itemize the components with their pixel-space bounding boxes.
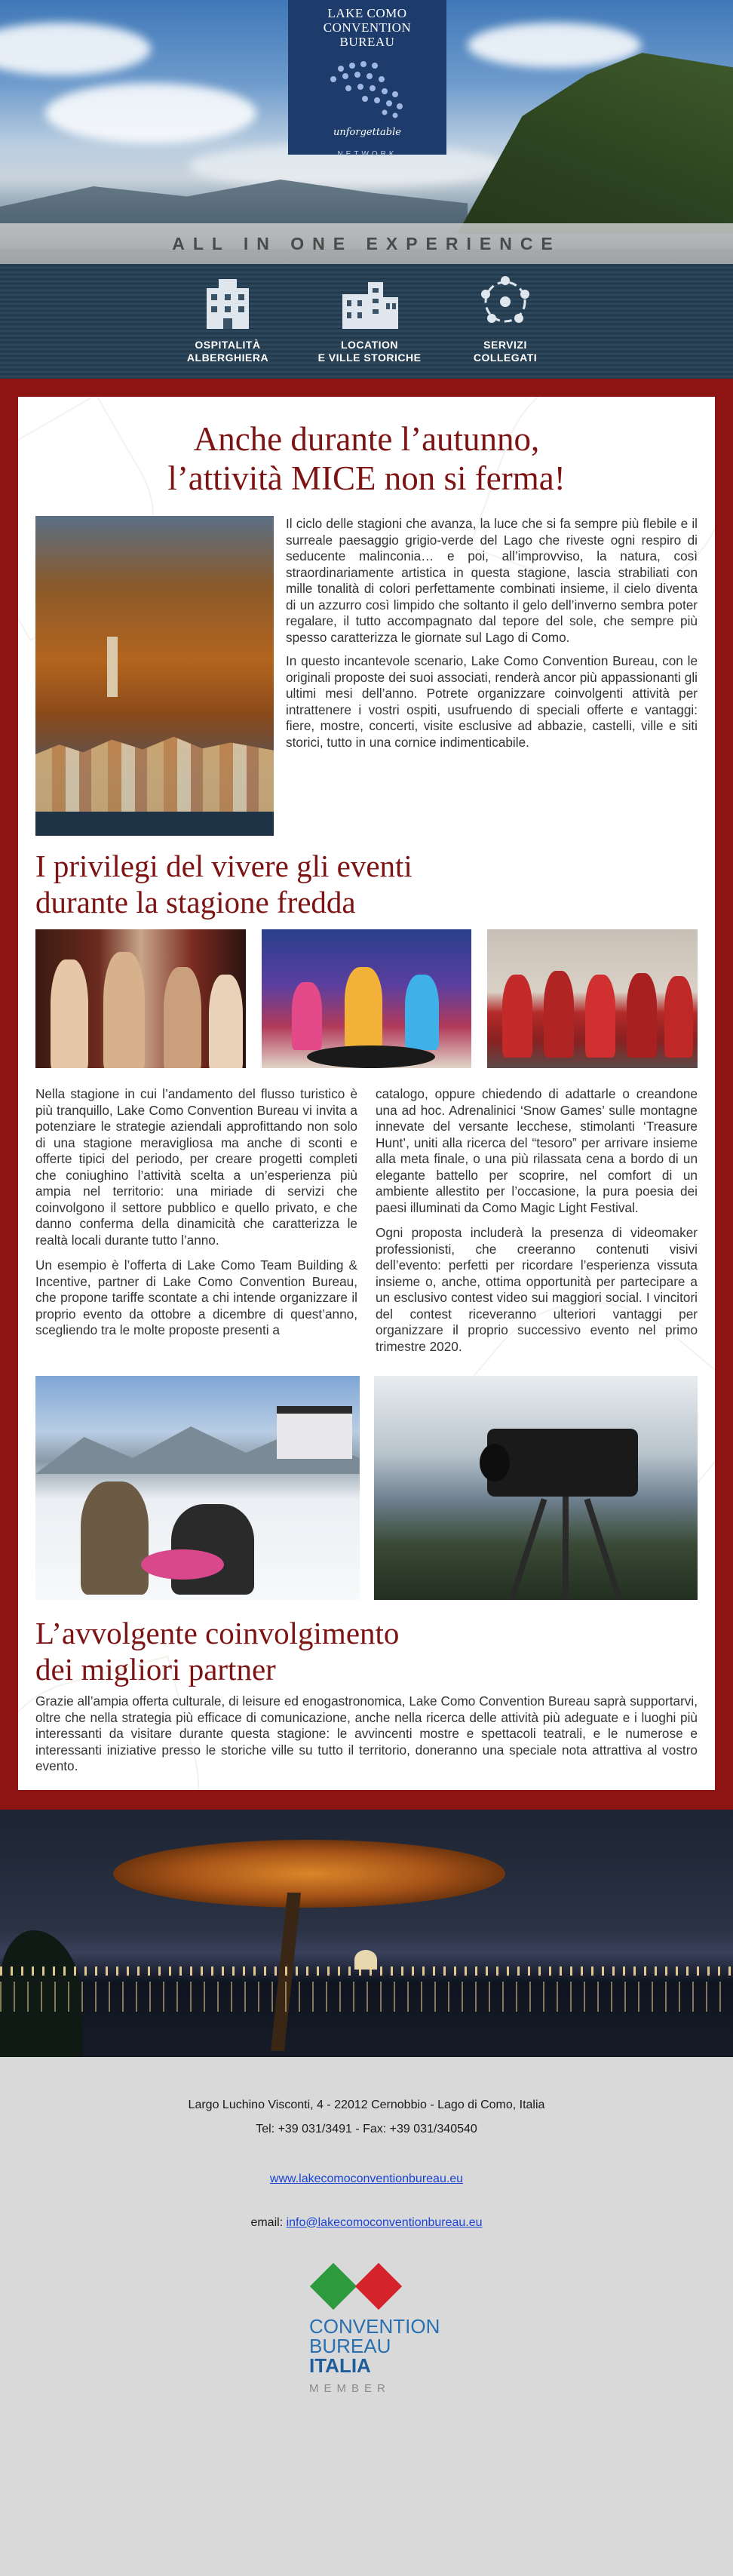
intro-paragraph: Il ciclo delle stagioni che avanza, la luce che si fa sempre più flebile e il surreale paesaggio grigio-verde del Lago che riveste ogni respiro di seducente malinconia… e poi, all’improvviso, la natura, così straordinariamente artistica in questa stagione, lascia strabiliati con mille tonalità di colori perfettamente combinati insieme, il cielo diventa di un azzurro così limpido che soltanto il gelo dell’inverno sembra poter regalare, il tutto accompagnato dal tepore del sole, che sempre più spesso caratterizza le giornate sul Lago di Como. xyxy=(286,516,698,645)
service-label: LOCATION E VILLE STORICHE xyxy=(317,339,422,364)
singer-figure xyxy=(164,967,201,1068)
stage-floor xyxy=(307,1045,435,1068)
activity-photos-row xyxy=(35,1376,698,1600)
tripod-leg xyxy=(508,1498,547,1600)
camera-lens xyxy=(480,1444,510,1481)
green-diamond xyxy=(310,2262,357,2309)
cloud-decoration xyxy=(0,23,151,75)
performer-figure xyxy=(345,967,382,1050)
church-tower xyxy=(107,637,118,697)
privilegi-paragraph: Ogni proposta includerà la presenza di videomaker professionisti, che creeranno contenuti visivi dell’evento: perfetti per ricordare l’esperienza vissuta insieme o, anche, ottima opportunità per partecipare a un esclusivo contest video sui maggiori social. I vincitori del contest riceveranno ulteriori vantaggi per organizzare il proprio successivo evento nel primo trimestre 2020. xyxy=(376,1225,698,1354)
logo-tagline: unforgettable xyxy=(333,127,401,138)
privilegi-paragraph: catalogo, oppure chiedendo di adattarle o creandone una ad hoc. Adrenalinici ‘Snow Games’ sulle montagne innevate del versante lecchese, stimolanti ‘Treasure Hunt’, uniti alla ricerca del “tesoro” per arrivare insieme alla meta finale, o una più rilassata cena a bordo di un elegante battello per scoprire, nel comfort di un ambiente allestito per l’occasione, la pura poesia dei paesi illuminati da Como Magic Light Festival. xyxy=(376,1086,698,1215)
performer-figure xyxy=(405,975,439,1050)
privilegi-paragraph: Nella stagione in cui l’andamento del flusso turistico è più tranquillo, Lake Como Convention Bureau vi invita a potenziare le strategie aziendali approfittando non solo di una stagione meravigliosa ma anche di sconti e offerte tipici del periodo, per creare progetti completi che coniughino l’attività scelta a un’esperienza più ampia nel territorio: una miriade di servizi che coinvolgono il settore pubblico e quello privato, e che danno conferma della dinamicità che caratterizza le realtà locali durante tutto l’anno. xyxy=(35,1086,357,1248)
event-photos-row xyxy=(35,929,698,1068)
service-label: SERVIZI COLLEGATI xyxy=(473,339,538,364)
logo-title: LAKE COMO CONVENTION BUREAU xyxy=(323,6,412,49)
cbi-diamonds-icon xyxy=(291,2264,442,2315)
cloud-decoration xyxy=(468,23,641,68)
dancer-figure xyxy=(664,976,693,1058)
choir-photo xyxy=(35,929,246,1068)
dancer-figure xyxy=(627,973,657,1058)
main-title-line2: l’attività MICE non si ferma! xyxy=(167,459,566,497)
service-hotel[interactable] xyxy=(167,272,288,364)
lake-reflection xyxy=(35,812,274,836)
stage-performance-photo xyxy=(262,929,472,1068)
email-label: email: xyxy=(250,2215,287,2229)
city-lights xyxy=(0,1967,733,1976)
services-row xyxy=(0,272,733,377)
dance-group-photo xyxy=(487,929,698,1068)
partner-title-line1: L’avvolgente coinvolgimento xyxy=(35,1616,400,1650)
email-link[interactable]: info@lakecomoconventionbureau.eu xyxy=(286,2215,483,2229)
light-reflections xyxy=(0,1982,733,2012)
villa-icon xyxy=(338,272,401,332)
intro-paragraph: In questo incantevole scenario, Lake Como Convention Bureau, con le originali proposte dei suoi associati, renderà ancor più appassionanti gli ultimi mesi dell’anno. Potrete organizzare coinvolgenti attività per intrattenere i vostri ospiti, usufruendo di speciali offerte e vantaggi: fiere, mostre, concerti, visite esclusive ad abbazie, castelli, ville e siti storici, tutto in una cornice indimenticabile. xyxy=(286,653,698,750)
performer-figure xyxy=(292,982,322,1050)
singer-figure xyxy=(103,952,145,1068)
service-label: OSPITALITÀ ALBERGHIERA xyxy=(186,339,269,364)
cbi-wordmark xyxy=(291,2314,442,2377)
privilegi-title xyxy=(35,848,698,920)
network-icon xyxy=(474,272,537,332)
footer-phone: Tel: +39 031/3491 - Fax: +39 031/340540 xyxy=(256,2122,477,2135)
red-diamond xyxy=(355,2262,402,2309)
intro-text xyxy=(286,516,698,836)
footer-email-row xyxy=(0,2214,733,2232)
singer-figure xyxy=(209,975,243,1068)
partner-text: Grazie all’ampia offerta culturale, di leisure ed enogastronomica, Lake Como Convention Bureau saprà supportarvi, oltre che nella strategia più efficace di comunicazione, anche nella ricerca delle attività più adeguate e i luoghi più interessanti da visitare durante questa stagione: le avvincenti mostre e spettacoli teatrali, e le numerose e interessanti iniziative presso le storiche ville su tutto il territorio, doneranno una speciale nota attrattiva al vostro evento. xyxy=(35,1693,698,1773)
lakeside-houses xyxy=(35,715,274,813)
lake-como-logo[interactable] xyxy=(288,0,446,158)
logo-network: NETWORK xyxy=(337,150,397,158)
convention-bureau-italia-logo[interactable] xyxy=(291,2264,442,2398)
cloud-decoration xyxy=(45,83,256,143)
chalet xyxy=(277,1406,352,1459)
text-column-left xyxy=(35,1086,357,1355)
banner-text: ALL IN ONE EXPERIENCE xyxy=(172,233,561,253)
intro-section xyxy=(35,516,698,836)
hotel-icon xyxy=(196,272,259,332)
logo-dots-icon xyxy=(311,54,424,121)
dancer-figure xyxy=(585,975,615,1058)
cbi-line3: ITALIA xyxy=(309,2353,371,2377)
illuminated-tree xyxy=(113,1840,505,1908)
content-card xyxy=(18,397,715,1790)
singer-figure xyxy=(51,959,88,1068)
dancer-figure xyxy=(544,971,574,1058)
cbi-line1: CONVENTION xyxy=(309,2314,440,2338)
cbi-line2: BUREAU xyxy=(309,2334,391,2357)
video-camera-photo xyxy=(374,1376,698,1600)
person-figure xyxy=(81,1481,149,1595)
tripod-leg xyxy=(584,1498,622,1600)
service-location[interactable] xyxy=(309,272,430,364)
service-related[interactable] xyxy=(445,272,566,364)
footer-address: Largo Luchino Visconti, 4 - 22012 Cernobbio - Lago di Como, Italia xyxy=(188,2098,545,2111)
tripod-leg xyxy=(563,1497,569,1600)
experience-banner xyxy=(0,223,733,264)
footer xyxy=(0,2057,733,2428)
dancer-figure xyxy=(502,975,532,1058)
autumn-village-photo xyxy=(35,516,274,836)
privilegi-paragraph: Un esempio è l’offerta di Lake Como Team Building & Incentive, partner di Lake Como Convention Bureau, che propone tariffe scontate a chi intende organizzare il proprio evento da ottobre a dicembre di quest’anno, scegliendo tra le molte proposte presenti a xyxy=(35,1257,357,1337)
website-link[interactable]: www.lakecomoconventionbureau.eu xyxy=(269,2172,464,2185)
privilegi-title-line1: I privilegi del vivere gli eventi xyxy=(35,849,413,883)
night-lake-photo xyxy=(0,1810,733,2057)
content-frame xyxy=(0,379,733,1810)
snow-games-photo xyxy=(35,1376,360,1600)
header-hero xyxy=(0,0,733,379)
camera-body xyxy=(487,1429,638,1497)
snow-tube xyxy=(141,1549,224,1580)
partner-title-line2: dei migliori partner xyxy=(35,1652,276,1687)
privilegi-title-line2: durante la stagione fredda xyxy=(35,885,356,920)
cbi-member: MEMBER xyxy=(309,2381,391,2395)
main-title-line1: Anche durante l’autunno, xyxy=(193,420,540,458)
